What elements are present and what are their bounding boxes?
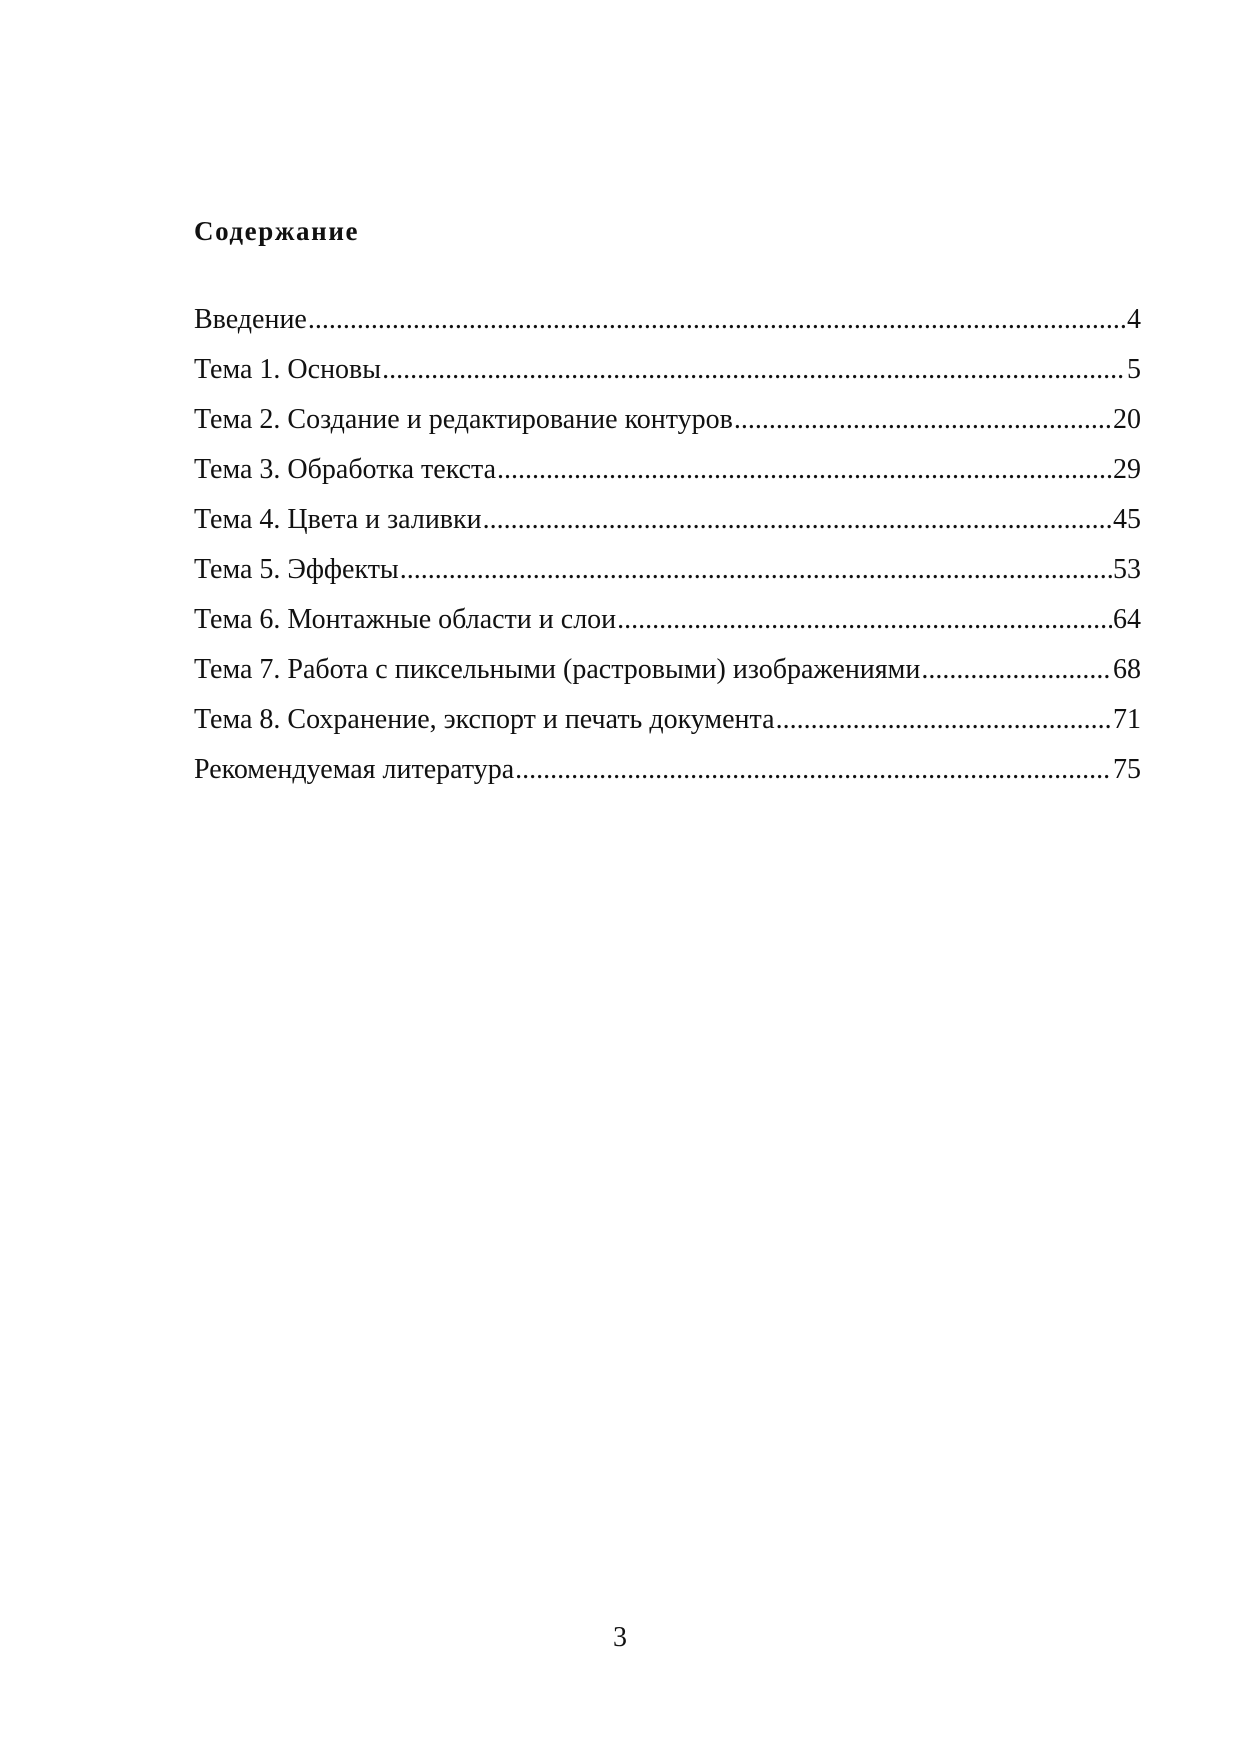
toc-entry-page: 75: [1113, 754, 1141, 785]
toc-entry-label: Тема 2. Создание и редактирование контуров: [194, 404, 733, 435]
toc-entry-label: Тема 4. Цвета и заливки: [194, 504, 482, 535]
toc-dot-leader: [734, 400, 1112, 440]
toc-entry-label: Тема 8. Сохранение, экспорт и печать документа: [194, 704, 775, 735]
toc-entry-topic-4: [194, 500, 1141, 550]
toc-dot-leader: [921, 650, 1112, 690]
toc-entry-topic-6: [194, 600, 1141, 650]
toc-dot-leader: [400, 550, 1112, 590]
toc-entry-page: 29: [1113, 454, 1141, 485]
page-number: 3: [613, 1622, 627, 1653]
toc-entry-page: 53: [1113, 554, 1141, 585]
toc-entry-introduction: [194, 300, 1141, 350]
toc-dot-leader: [308, 300, 1126, 340]
toc-entry-topic-5: [194, 550, 1141, 600]
toc-entry-page: 64: [1113, 604, 1141, 635]
toc-title: Содержание: [194, 216, 360, 246]
toc-entry-topic-2: [194, 400, 1141, 450]
toc-entry-literature: [194, 750, 1141, 800]
toc-entry-page: 4: [1127, 304, 1141, 335]
toc-entry-topic-8: [194, 700, 1141, 750]
toc-dot-leader: [382, 350, 1126, 390]
toc-entry-topic-1: [194, 350, 1141, 400]
toc-entry-label: Тема 1. Основы: [194, 354, 382, 385]
toc-entry-page: 20: [1113, 404, 1141, 435]
toc-entry-label: Тема 7. Работа с пиксельными (растровыми) изображениями: [194, 654, 921, 685]
toc-dot-leader: [617, 600, 1112, 640]
toc-dot-leader: [483, 500, 1112, 540]
toc-entry-topic-7: [194, 650, 1141, 700]
toc-dot-leader: [515, 750, 1112, 790]
toc-entry-topic-3: [194, 450, 1141, 500]
toc-entry-label: Тема 3. Обработка текста: [194, 454, 497, 485]
table-of-contents: [194, 300, 1141, 800]
toc-entry-page: 71: [1113, 704, 1141, 735]
toc-dot-leader: [497, 450, 1112, 490]
toc-dot-leader: [776, 700, 1112, 740]
toc-entry-label: Рекомендуемая литература: [194, 754, 515, 785]
toc-entry-page: 45: [1113, 504, 1141, 535]
toc-entry-page: 68: [1113, 654, 1141, 685]
toc-entry-page: 5: [1127, 354, 1141, 385]
toc-entry-label: Тема 5. Эффекты: [194, 554, 399, 585]
toc-entry-label: Тема 6. Монтажные области и слои: [194, 604, 617, 635]
toc-entry-label: Введение: [194, 304, 307, 335]
